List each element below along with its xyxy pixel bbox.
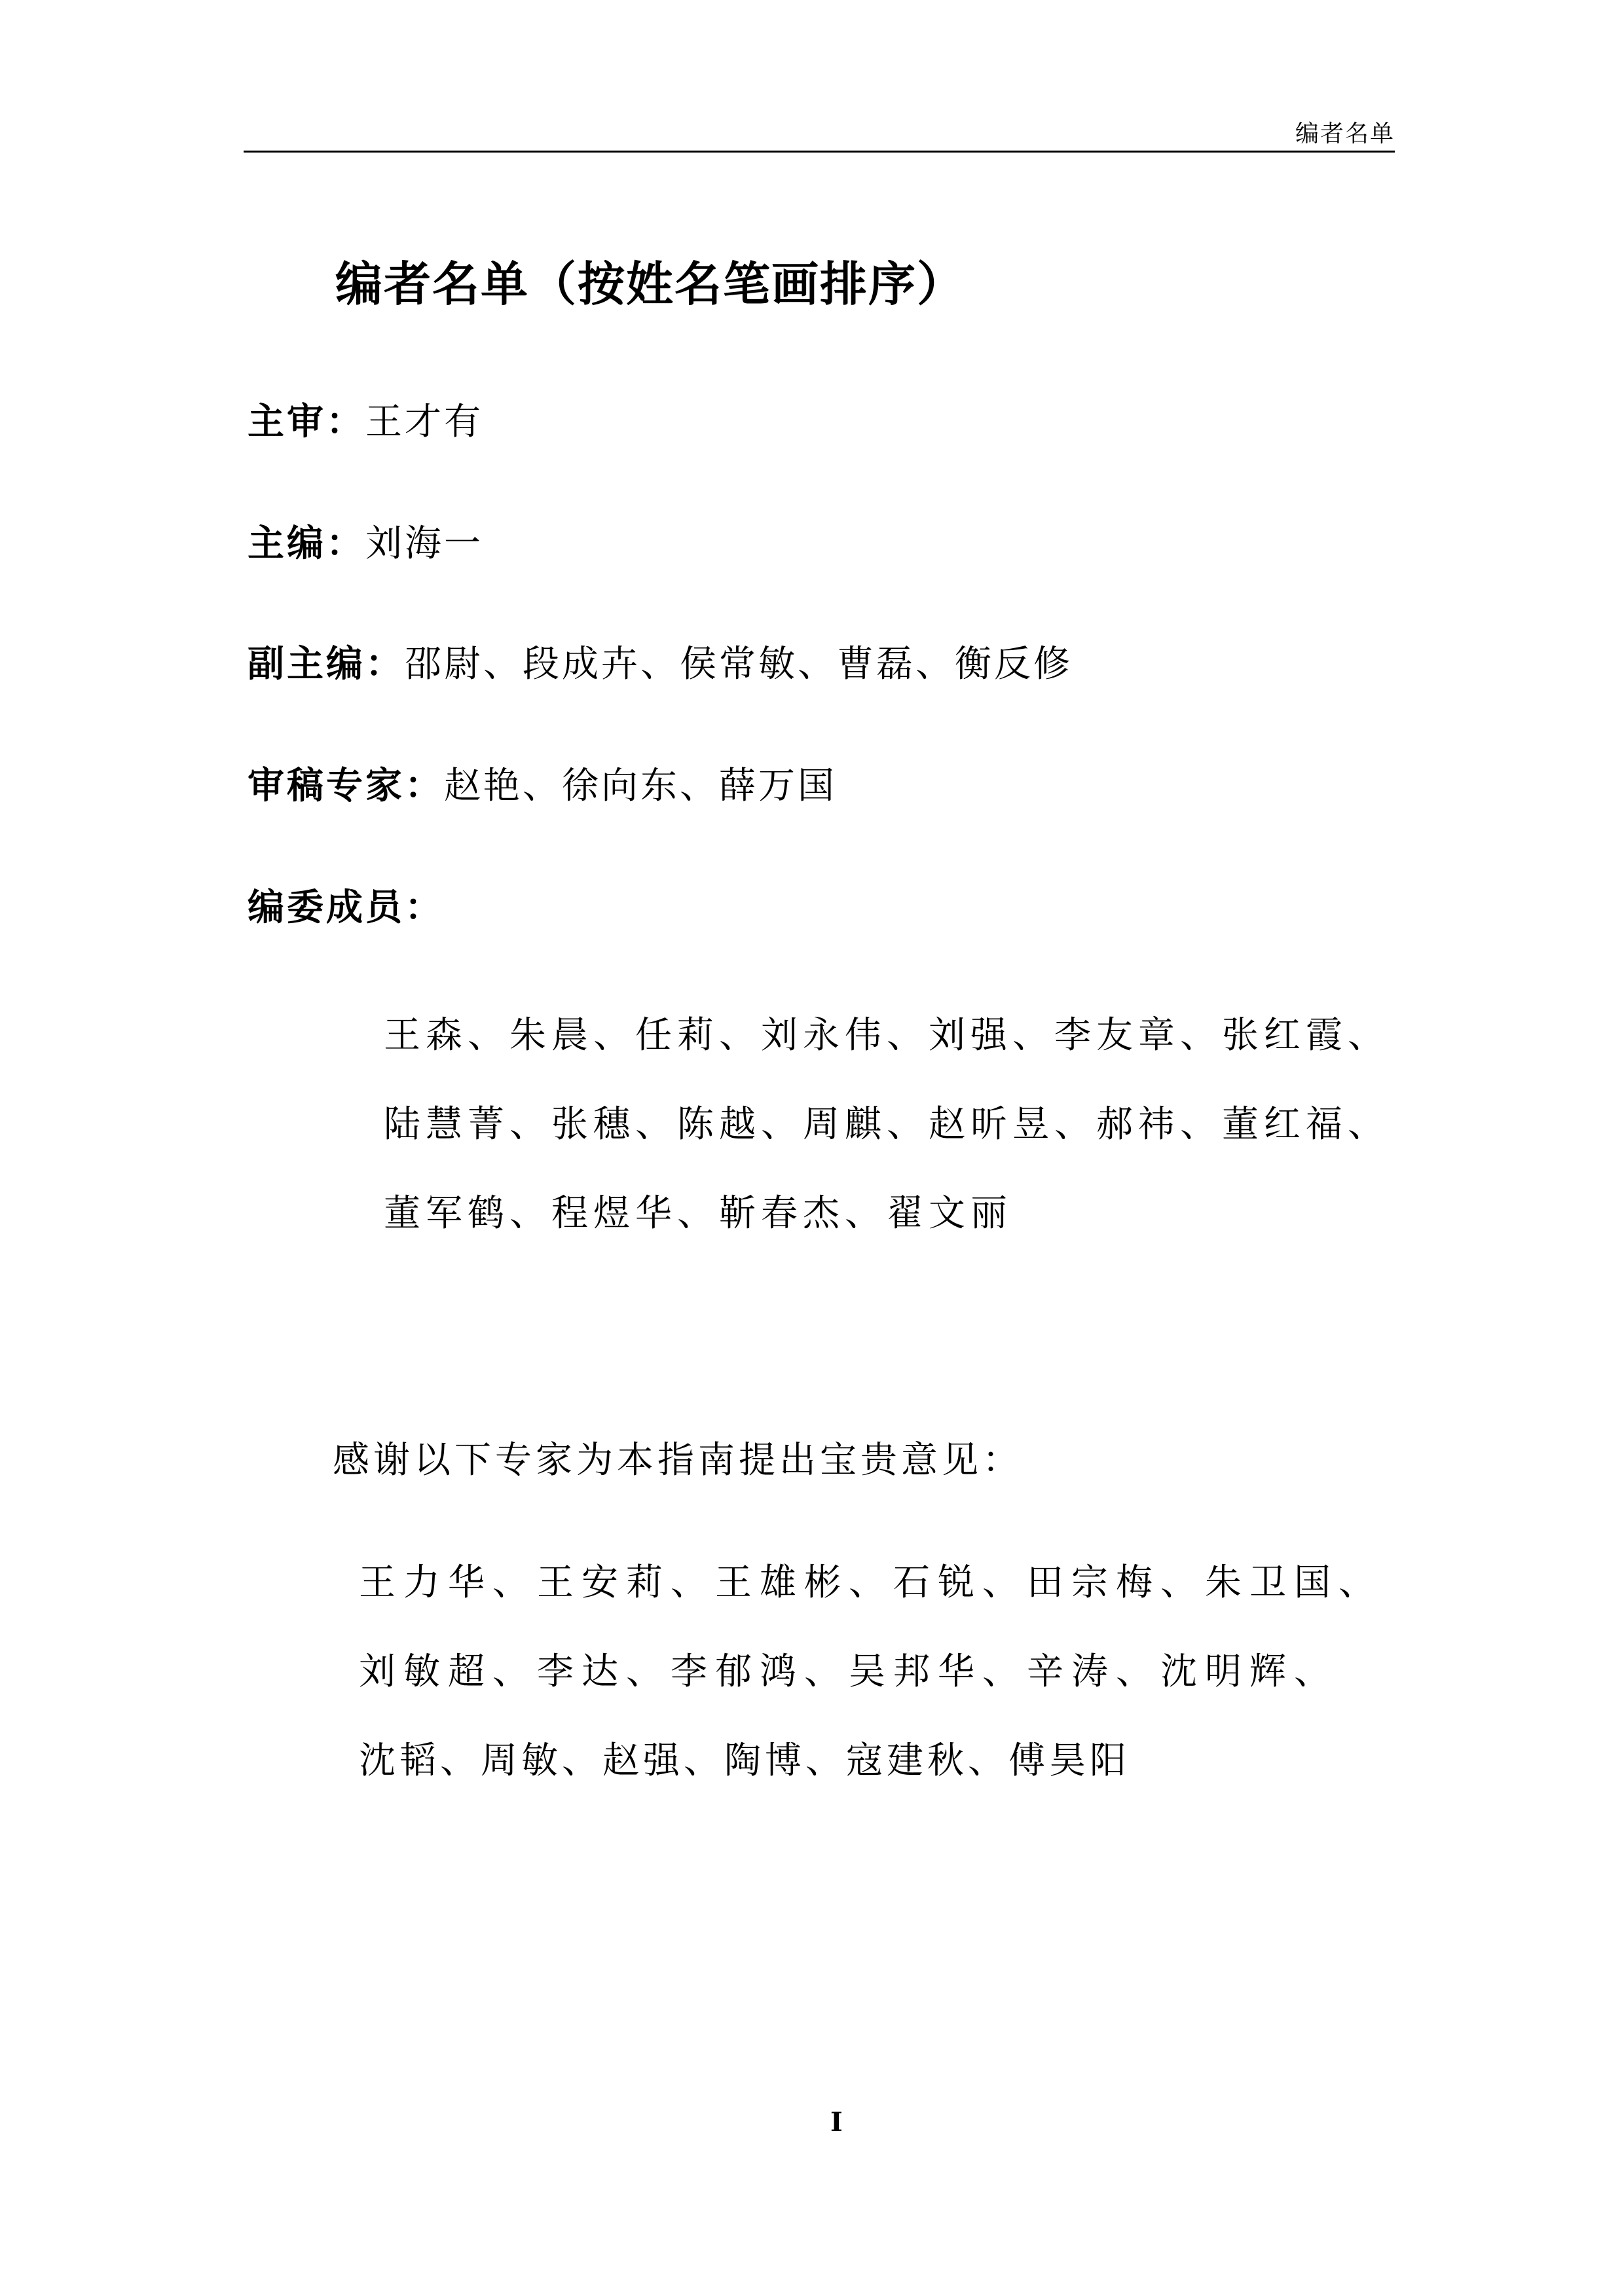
members-line: 王森、朱晨、任莉、刘永伟、刘强、李友章、张红霞、 — [384, 1014, 1390, 1057]
review-experts-label: 审稿专家： — [248, 765, 444, 807]
chief-editor-label: 主编： — [248, 522, 365, 565]
committee-members-list — [384, 991, 1390, 1258]
deputy-editors-row — [248, 635, 1073, 687]
experts-line: 王力华、王安莉、王雄彬、石锐、田宗梅、朱卫国、 — [359, 1561, 1383, 1604]
deputy-editors-label: 副主编： — [248, 643, 405, 685]
chief-reviewer-label: 主审： — [248, 401, 365, 443]
acknowledged-experts-list — [359, 1539, 1383, 1806]
experts-line: 刘敏超、李达、李郁鸿、吴邦华、辛涛、沈明辉、 — [359, 1650, 1338, 1693]
committee-members-row — [248, 879, 444, 931]
review-experts-value: 赵艳、徐向东、薛万国 — [444, 765, 837, 807]
running-header: 编者名单 — [1295, 120, 1395, 147]
chief-editor-row — [248, 515, 483, 567]
page-number: I — [830, 2107, 843, 2138]
experts-line: 沈韬、周敏、赵强、陶博、寇建秋、傅昊阳 — [359, 1740, 1130, 1782]
page-title: 编者名单（按姓名笔画排序） — [335, 257, 966, 312]
review-experts-row — [248, 757, 837, 809]
chief-editor-value: 刘海一 — [365, 522, 483, 565]
chief-reviewer-value: 王才有 — [365, 401, 483, 443]
deputy-editors-value: 邵尉、段成卉、侯常敏、曹磊、衡反修 — [405, 643, 1073, 685]
members-line: 董军鹤、程煜华、靳春杰、翟文丽 — [384, 1192, 1012, 1235]
committee-members-label: 编委成员： — [248, 886, 444, 929]
header-divider — [244, 151, 1395, 153]
chief-reviewer-row — [248, 393, 483, 445]
members-line: 陆慧菁、张穗、陈越、周麒、赵昕昱、郝祎、董红福、 — [384, 1103, 1390, 1146]
acknowledgement-intro: 感谢以下专家为本指南提出宝贵意见： — [333, 1439, 1023, 1482]
